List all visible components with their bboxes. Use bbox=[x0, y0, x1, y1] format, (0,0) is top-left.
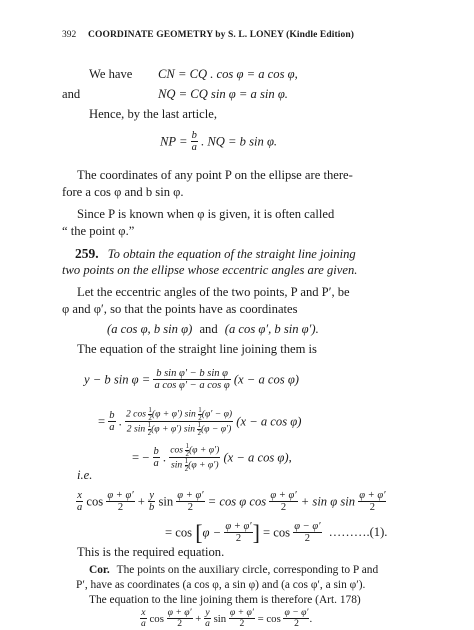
derivation-line-3: = − $\frac{b}{a}$ . cos $\frac{1}{2}$ (φ + φ′) sin $\frac{1}{2}$ (φ + φ′) (x − a cos φ), bbox=[132, 442, 292, 473]
np-num: b bbox=[191, 130, 197, 141]
line1-rhs: (x − a cos φ) bbox=[233, 372, 299, 387]
derivation-line-2: = $\frac{b}{a}$ . 2 cos $\frac{1}{2}$ (φ + φ′) sin $\frac{1}{2}$ (φ′ − φ) 2 sin $\frac{1}{2}$ (φ + φ′) sin $\frac{1}{2}$ (φ − φ′) (x − a cos φ) bbox=[98, 406, 302, 437]
sum-fraction-4: $\frac{\varphi + \varphi'}{2}$ bbox=[359, 490, 386, 514]
point-2: (a cos φ′, b sin φ′). bbox=[224, 322, 319, 336]
required-line: This is the required equation. bbox=[77, 545, 225, 559]
line3-rhs: (x − a cos φ), bbox=[223, 450, 292, 465]
cn-equation: CN = CQ . cos φ = a cos φ, bbox=[158, 67, 298, 81]
np-lhs: NP = bbox=[160, 134, 188, 149]
let-line-2: φ and φ′, so that the points have as coordinates bbox=[62, 302, 298, 316]
hence-line: Hence, by the last article, bbox=[89, 107, 217, 121]
line3-pre: = − bbox=[132, 450, 150, 465]
cor-line-1: Cor. The points on the auxiliary circle, corresponding to P and bbox=[89, 564, 379, 576]
equation-tag: ……….(1). bbox=[328, 525, 388, 540]
equation-intro: The equation of the straight line joining them is bbox=[77, 342, 317, 356]
cor-line-2: P′, have as coordinates (a cos φ, a sin φ) and (a cos φ′, a sin φ′). bbox=[76, 579, 366, 591]
and-label: and bbox=[62, 87, 81, 101]
coords-line-2: fore a cos φ and b sin φ. bbox=[62, 185, 184, 199]
np-rest: . NQ = b sin φ. bbox=[201, 134, 278, 149]
page-number: 392 bbox=[62, 30, 77, 40]
np-fraction bbox=[191, 130, 198, 153]
sum-fraction-1: $\frac{\varphi + \varphi'}{2}$ bbox=[107, 490, 134, 514]
article-number: 259. bbox=[75, 246, 99, 261]
coords-line-1: The coordinates of any point P on the ellipse are there- bbox=[77, 168, 353, 182]
cor-equation: $\frac{x}{a}$ cos $\frac{\varphi + \varphi'}{2}$ + $\frac{y}{a}$ sin $\frac{\varphi + \varphi'}{2}$ = cos $\frac{\varphi - \varphi'}{2}$ . bbox=[141, 607, 313, 630]
line2-eq: = bbox=[98, 414, 106, 429]
line3-pre-fraction bbox=[153, 446, 160, 469]
cor-label: Cor. bbox=[89, 564, 110, 576]
let-line-1: Let the eccentric angles of the two points, P and P′, be bbox=[77, 285, 350, 299]
line1-lhs: y − b sin φ = bbox=[84, 372, 151, 387]
sum-fraction-5: $\frac{\varphi + \varphi'}{2}$ bbox=[225, 521, 252, 545]
line1-num: b sin φ′ − b sin φ bbox=[153, 368, 230, 380]
y-over-b: $\frac{y}{b}$ bbox=[149, 490, 155, 514]
nq-equation: NQ = CQ sin φ = a sin φ. bbox=[158, 87, 288, 101]
line2-pre-den: a bbox=[109, 422, 115, 434]
line2-pre-fraction bbox=[108, 410, 115, 433]
result-line-2: = cos [φ − $\frac{\varphi + \varphi'}{2}$ ] = cos $\frac{\varphi - \varphi'}{2}$ ……….(1). bbox=[165, 519, 388, 545]
line2-fraction bbox=[125, 407, 233, 437]
sum-fraction-2: $\frac{\varphi + \varphi'}{2}$ bbox=[177, 490, 204, 514]
line3-fraction bbox=[169, 443, 220, 473]
ie-label: i.e. bbox=[77, 468, 93, 482]
line3-num: cos $\frac{1}{2}$ (φ + φ′) bbox=[170, 442, 220, 458]
we-have-label: We have bbox=[89, 67, 133, 81]
line3-pre-den: a bbox=[153, 458, 159, 470]
article-title-1: To obtain the equation of the straight line joining bbox=[107, 247, 356, 261]
article-title-2: two points on the ellipse whose eccentric angles are given. bbox=[62, 263, 358, 277]
cor-line-3: The equation to the line joining them is therefore (Art. 178) bbox=[89, 594, 361, 606]
line3-pre-num: b bbox=[153, 446, 159, 458]
running-title: COORDINATE GEOMETRY by S. L. LONEY (Kindle Edition) bbox=[88, 30, 354, 40]
x-over-a: $\frac{x}{a}$ bbox=[77, 490, 83, 514]
line3-den: sin $\frac{1}{2}$ (φ + φ′) bbox=[171, 457, 219, 473]
result-line-1: $\frac{x}{a}$ cos $\frac{\varphi + \varphi'}{2}$ + $\frac{y}{b}$ sin $\frac{\varphi + \varphi'}{2}$ = cos φ cos $\frac{\varphi + \varphi'}{2}$ + sin φ sin $\frac{\varphi + \varphi'}{2}$ bbox=[77, 490, 386, 514]
point-1: (a cos φ, b sin φ) bbox=[107, 322, 193, 336]
np-den: a bbox=[191, 142, 197, 154]
points-and: and bbox=[199, 322, 218, 336]
line2-num: 2 cos $\frac{1}{2}$ (φ + φ′) sin $\frac{1}{2}$ (φ′ − φ) bbox=[125, 406, 233, 422]
line1-fraction bbox=[153, 368, 230, 391]
diff-fraction-1: $\frac{\varphi - \varphi'}{2}$ bbox=[294, 521, 321, 545]
sum-fraction-3: $\frac{\varphi + \varphi'}{2}$ bbox=[270, 490, 297, 514]
line1-den: a cos φ′ − a cos φ bbox=[154, 380, 230, 392]
since-line-1: Since P is known when φ is given, it is often called bbox=[77, 207, 335, 221]
line2-rhs: (x − a cos φ) bbox=[236, 414, 302, 429]
since-line-2: “ the point φ.” bbox=[62, 224, 135, 238]
derivation-line-1 bbox=[84, 369, 299, 392]
np-equation bbox=[160, 131, 277, 154]
line2-den: 2 sin $\frac{1}{2}$ (φ + φ′) sin $\frac{1}{2}$ (φ − φ′) bbox=[126, 421, 232, 437]
article-heading bbox=[75, 247, 356, 261]
line2-pre-num: b bbox=[109, 410, 115, 422]
points-line bbox=[107, 323, 319, 336]
